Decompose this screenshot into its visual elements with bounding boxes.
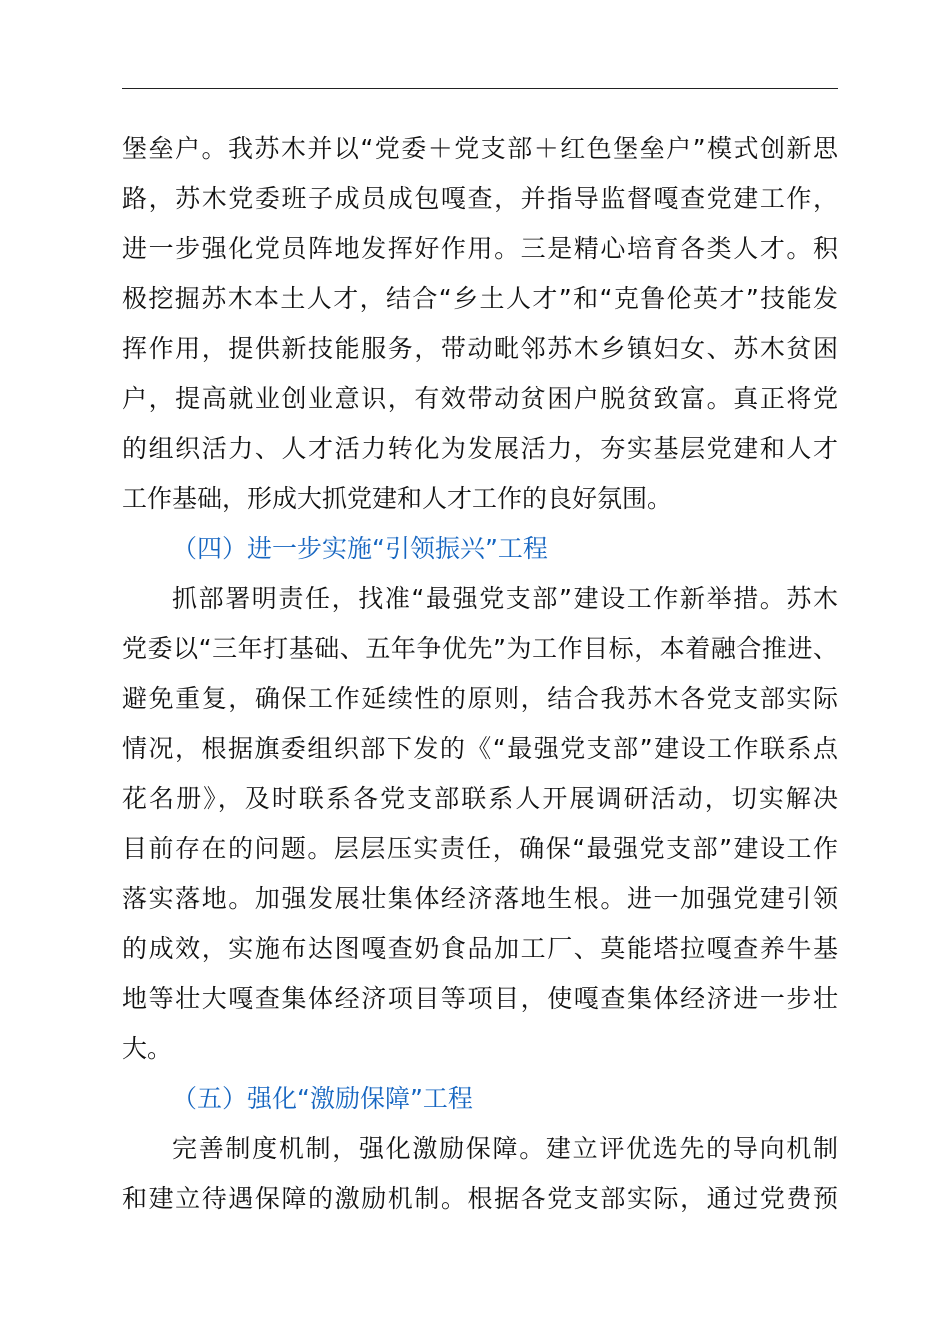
paragraph-line: 抓部署明责任，找准“最强党支部”建设工作新举措。苏木 (172, 584, 838, 613)
paragraph-line: 挥作用，提供新技能服务，带动毗邻苏木乡镇妇女、苏木贫困 (122, 334, 838, 363)
paragraph-2 (122, 574, 838, 1074)
header-rule (122, 88, 838, 89)
paragraph-line: 进一步强化党员阵地发挥好作用。三是精心培育各类人才。积 (122, 234, 838, 263)
paragraph-line: 堡垒户。我苏木并以“党委＋党支部＋红色堡垒户”模式创新思 (122, 134, 838, 163)
paragraph-line: 目前存在的问题。层层压实责任，确保“最强党支部”建设工作 (122, 834, 838, 863)
paragraph-line: 户，提高就业创业意识，有效带动贫困户脱贫致富。真正将党 (122, 384, 838, 413)
paragraph-line: 的成效，实施布达图嘎查奶食品加工厂、莫能塔拉嘎查养牛基 (122, 934, 838, 963)
paragraph-line: 工作基础，形成大抓党建和人才工作的良好氛围。 (122, 484, 673, 513)
paragraph-line: 花名册》，及时联系各党支部联系人开展调研活动，切实解决 (122, 784, 838, 813)
paragraph-line: 落实落地。加强发展壮集体经济落地生根。进一加强党建引领 (122, 884, 838, 913)
paragraph-3 (122, 1124, 838, 1224)
paragraph-1 (122, 124, 838, 524)
document-body (122, 124, 838, 1224)
paragraph-line: 的组织活力、人才活力转化为发展活力，夯实基层党建和人才 (122, 434, 838, 463)
paragraph-line: 避免重复，确保工作延续性的原则，结合我苏木各党支部实际 (122, 684, 838, 713)
paragraph-line: 极挖掘苏木本土人才，结合“乡土人才”和“克鲁伦英才”技能发 (122, 284, 838, 313)
section-heading-4: （四）进一步实施“引领振兴”工程 (172, 534, 548, 563)
paragraph-line: 和建立待遇保障的激励机制。根据各党支部实际，通过党费预 (122, 1184, 838, 1213)
paragraph-line: 完善制度机制，强化激励保障。建立评优选先的导向机制 (172, 1134, 838, 1163)
paragraph-line: 地等壮大嘎查集体经济项目等项目，使嘎查集体经济进一步壮 (122, 984, 838, 1013)
paragraph-line: 路，苏木党委班子成员成包嘎查，并指导监督嘎查党建工作， (122, 184, 838, 213)
paragraph-line: 党委以“三年打基础、五年争优先”为工作目标，本着融合推进、 (122, 634, 838, 663)
paragraph-line: 情况，根据旗委组织部下发的《“最强党支部”建设工作联系点 (122, 734, 838, 763)
section-heading-5: （五）强化“激励保障”工程 (172, 1084, 473, 1113)
paragraph-line: 大。 (122, 1034, 173, 1063)
